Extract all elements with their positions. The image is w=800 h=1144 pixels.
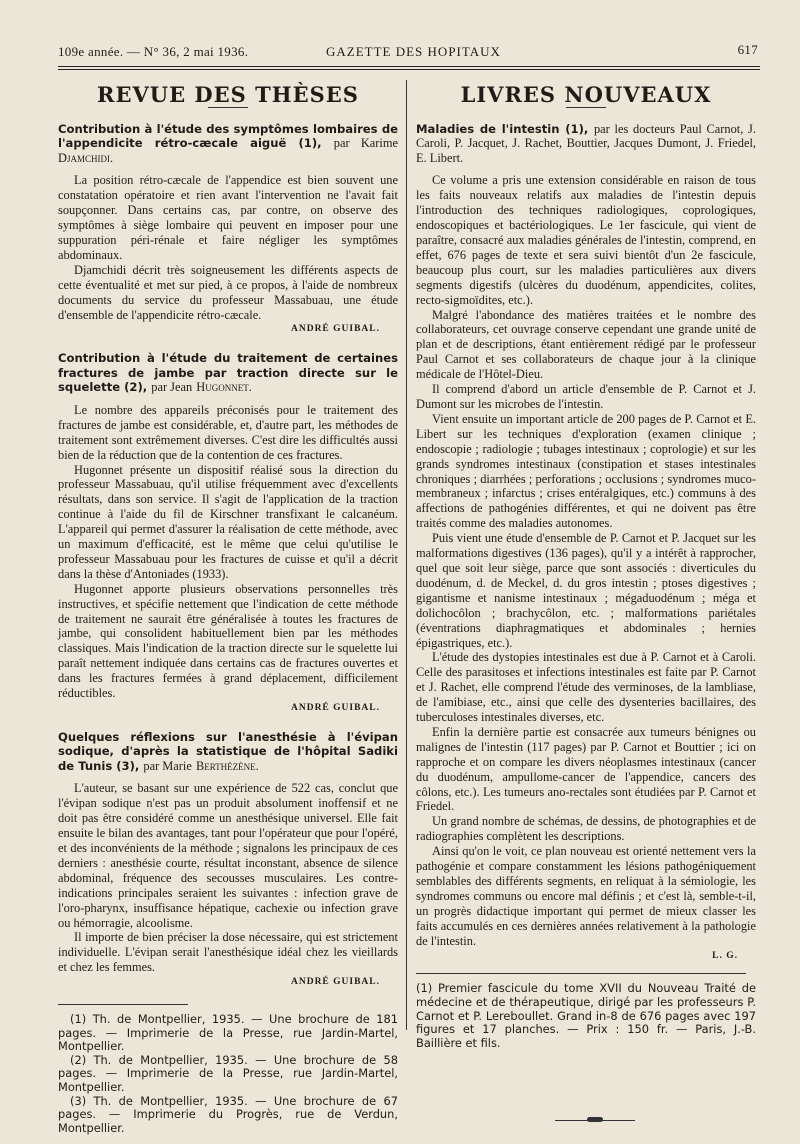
left-column <box>58 74 398 1135</box>
thesis-by: par Jean <box>151 380 193 395</box>
header-rule <box>58 66 760 70</box>
thesis-title-text: Contribution à l'étude des symptômes lombaires de l'appendicite rétro-cæcale aiguë (1), <box>58 121 398 151</box>
footnote-rule <box>58 1004 188 1005</box>
column-divider <box>406 80 407 1030</box>
paragraph: L'étude des dystopies intestinales est due à P. Carnot et à Caroli. Celle des parasitoses et infections intestinales est faite par P. Carnot et J. Rachet, elle comprend l'étude des verminoses, de la lambliase, de l'amibiase, etc., ainsi que celle des dysenteries bacillaires, des tuberculoses intestinales diverses, etc. <box>416 650 756 725</box>
paragraph: Puis vient une étude d'ensemble de P. Carnot et P. Jacquet sur les malformations digestives (136 pages), qu'il y a intérêt à rapprocher, quel que soit leur siège, parce que sont associés : diverticules du duodénum, d. de Meckel, d. du gros intestin ; ptoses digestives ; gigantisme et nanisme intestinaux ; mégaduodénum ; méga et dolichocôlon ; brachycôlon, etc. ; malformations pariétales (éventrations diaphragmatiques et abdominales ; hernies épigastriques, etc.). <box>416 531 756 650</box>
paragraph: Hugonnet présente un dispositif réalisé sous la direction du professeur Massabuau, qu'il utilise fréquemment avec d'excellents résultats, dans son service. Il s'agit de l'application de la traction continue à l'aide du fil de Kirschner transfixant le calcanéum. L'appareil qui permet d'assurer la réalisation de cette méthode, avec un maximum d'efficacité, est le même que celui qu'utilise le professeur Massabuau pour les fractures de cuisse et qu'il a décrit dans la thèse d'Antoniades (1933). <box>58 462 398 581</box>
thesis-author: Djamchidi. <box>58 150 114 165</box>
book-footnote: (1) Premier fascicule du tome XVII du Nouveau Traité de médecine et de thérapeutique, dirigé par les professeurs P. Carnot et P. Lereboullet. Grand in-8 de 676 pages avec 197 figures et 17 planches. — Prix : 150 fr. — Paris, J.-B. Baillière et fils. <box>416 981 756 1050</box>
paragraph: Vient ensuite un important article de 200 pages de P. Carnot et E. Libert sur les techniques d'exploration (examen clinique ; endoscopie ; radiologie ; tubages intestinaux ; coprologie) et sur les grands syndromes intestinaux (constipation et stases intestinales chroniques ; diarrhées ; perforations ; occlusions ; syndromes muco-membraneux ; infarctus ; crises entéralgiques, etc.) communs à des affections de pathogénies différentes, et qui ne doivent pas être traités comme des maladies autonomes. <box>416 411 756 531</box>
thesis-title <box>58 730 398 774</box>
paragraph: Il comprend d'abord un article d'ensemble de P. Carnot et J. Dumont sur les microbes de l'intestin. <box>416 382 756 411</box>
thesis-by: par Karime <box>333 136 398 151</box>
paragraph: Malgré l'abondance des matières traitées et le nombre des collaborateurs, cet ouvrage conserve cependant une grande unité de plan et de descriptions, étant entièrement rédigé par le professeur Paul Carnot et ses collaborateurs de chaque jour à la clinique médicale de l'Hôtel-Dieu. <box>416 307 756 382</box>
paragraph: Ainsi qu'on le voit, ce plan nouveau est orienté nettement vers la pathogénie et compare constamment les lésions pathogéniquement semblables des différents segments, en reliquat à la sémiologie, les syndromes communs ou encore mal définis ; et c'est là, semble-t-il, un progrès didactique important qui permet de mieux classer les faits accumulés en ces dernières années relativement à la pathologie de l'intestin. <box>416 844 756 948</box>
thesis-title <box>58 122 398 166</box>
thesis-author: Hugonnet. <box>196 380 252 395</box>
paragraph: La position rétro-cæcale de l'appendice est bien souvent une constatation opératoire et rien avant l'intervention ne l'avait fait soupçonner. Dans certains cas, par contre, on observe des symptômes à siège lombaire qui peuvent en imposer pour une suppuration péri-rénale et faire négliger les symptômes abdominaux. <box>58 173 398 262</box>
journal-title: GAZETTE DES HOPITAUX <box>326 44 501 59</box>
paragraph: Le nombre des appareils préconisés pour le traitement des fractures de jambe est considérable, et, d'autre part, les méthodes de traitement sont extrêmement diverses. C'est dire les difficultés aussi bien de la réduction que de la contention de ces fractures. <box>58 402 398 462</box>
paragraph: Enfin la dernière partie est consacrée aux tumeurs bénignes ou malignes de l'intestin (117 pages) par P. Carnot et Bouttier ; ici on rapproche et on compare les divers néoplasmes intestinaux (cancer du duodénum, ampullome-cancer de l'appendice, cancers des côlons, etc.). Les tumeurs ano-rectales sont étudiées par P. Carnot et Friedel. <box>416 724 756 814</box>
paragraph: Djamchidi décrit très soigneusement les différents aspects de cette éventualité et met sur pied, à ce propos, à l'aide de nombreux documents du service du professeur Massabuau, une étude d'ensemble de l'appendicite rétro-cæcale. <box>58 262 398 322</box>
paragraph: L'auteur, se basant sur une expérience de 522 cas, conclut que l'évipan sodique n'est pas un produit absolument inoffensif et ne doit pas être considéré comme un anesthésique universel. Elle fait ensuite le bilan des avantages, tant pour l'opérateur que pour l'opéré, et des inconvénients de la méthode ; signalons les principaux de ces derniers : anesthésie courte, résultat inconstant, absence de silence abdominal, fréquence des secousses musculaires. Les contre-indications principales seraient les suivantes : infection grave de l'oro-pharynx, insuffisance hépatique, cachexie ou infection grave ou hémorragie, alcoolisme. <box>58 781 398 930</box>
thesis-title <box>58 351 398 395</box>
thesis-entry-2 <box>58 351 398 716</box>
page-number: 617 <box>737 42 758 57</box>
end-ornament <box>587 1117 603 1122</box>
signature: ANDRÉ GUIBAL. <box>290 324 380 335</box>
thesis-by: par Marie <box>143 758 192 773</box>
right-column <box>416 74 756 1050</box>
title-rule <box>566 107 606 108</box>
signature: ANDRÉ GUIBAL. <box>290 703 380 713</box>
footnote: (2) Th. de Montpellier, 1935. — Une brochure de 58 pages. — Imprimerie de la Presse, rue Jardin-Martel, Montpellier. <box>58 1052 398 1095</box>
signature: ANDRÉ GUIBAL. <box>290 977 380 988</box>
thesis-title-text: Quelques réflexions sur l'anesthésie à l'évipan sodique, d'après la statistique de l'hôpital Sadiki de Tunis (3), <box>58 729 398 773</box>
paragraph: Ce volume a pris une extension considérable en raison de tous les faits nouveaux relatifs aux maladies de l'intestin depuis l'introduction des techniques radiologiques, coprologiques, endoscopiques et bactériologiques. Le 1er fascicule, qui vient de paraître, consacré aux maladies générales de l'intestin, comprend, en effet, 676 pages de texte et sera suivi bientôt d'un 2e fascicule, beaucoup plus court, sur les maladies particulières aux divers segments digestifs (ulcères du duodénum, appendicites, colites, recto-sigmoïdites, etc.). <box>416 173 756 307</box>
book-authors: par les docteurs Paul Carnot, J. Caroli, P. Jacquet, J. Rachet, Bouttier, Jacques Dumont, J. Friedel, E. Libert. <box>416 121 756 165</box>
thesis-author: Berthézène. <box>195 758 259 773</box>
section-title-livres: LIVRES NOUVEAUX <box>460 82 712 107</box>
issue-info: 109e année. — N° 36, 2 mai 1936. <box>58 44 249 59</box>
paragraph: Il importe de bien préciser la dose nécessaire, qui est strictement individuelle. L'évipan serait l'anesthésique idéal chez les vieillards et chez les femmes. <box>58 930 398 975</box>
book-title: Maladies de l'intestin (1), <box>416 121 589 136</box>
thesis-entry-1 <box>58 122 398 337</box>
footnote-rule <box>416 973 746 974</box>
footnotes <box>58 1013 398 1135</box>
footnote: (1) Th. de Montpellier, 1935. — Une brochure de 181 pages. — Imprimerie de la Presse, rue Jardin-Martel, Montpellier. <box>58 1012 398 1054</box>
book-heading <box>416 122 756 166</box>
signature: L. G. <box>712 950 738 961</box>
paragraph: Un grand nombre de schémas, de dessins, de photographies et de radiographies complètent les descriptions. <box>416 814 756 844</box>
paragraph: Hugonnet apporte plusieurs observations personnelles très instructives, et spécifie nettement que l'indication de cette méthode de traitement ne saurait être généralisée à toutes les fractures de jambe, qui consolident habituellement bien par les méthodes classiques. Mais l'indication de la traction directe sur le squelette lui paraît nettement indiquée dans certains cas de fractures ouvertes et dans les fractures fermées à grand déplacement, difficilement réductibles. <box>58 581 398 701</box>
section-title-theses: REVUE DES THÈSES <box>97 82 359 107</box>
title-rule <box>208 107 248 108</box>
thesis-entry-3 <box>58 730 398 990</box>
footnote: (3) Th. de Montpellier, 1935. — Une brochure de 67 pages. — Imprimerie du Progrès, rue de Verdun, Montpellier. <box>58 1093 398 1135</box>
thesis-title-text: Contribution à l'étude du traitement de certaines fractures de jambe par traction directe sur le squelette (2), <box>58 351 398 395</box>
